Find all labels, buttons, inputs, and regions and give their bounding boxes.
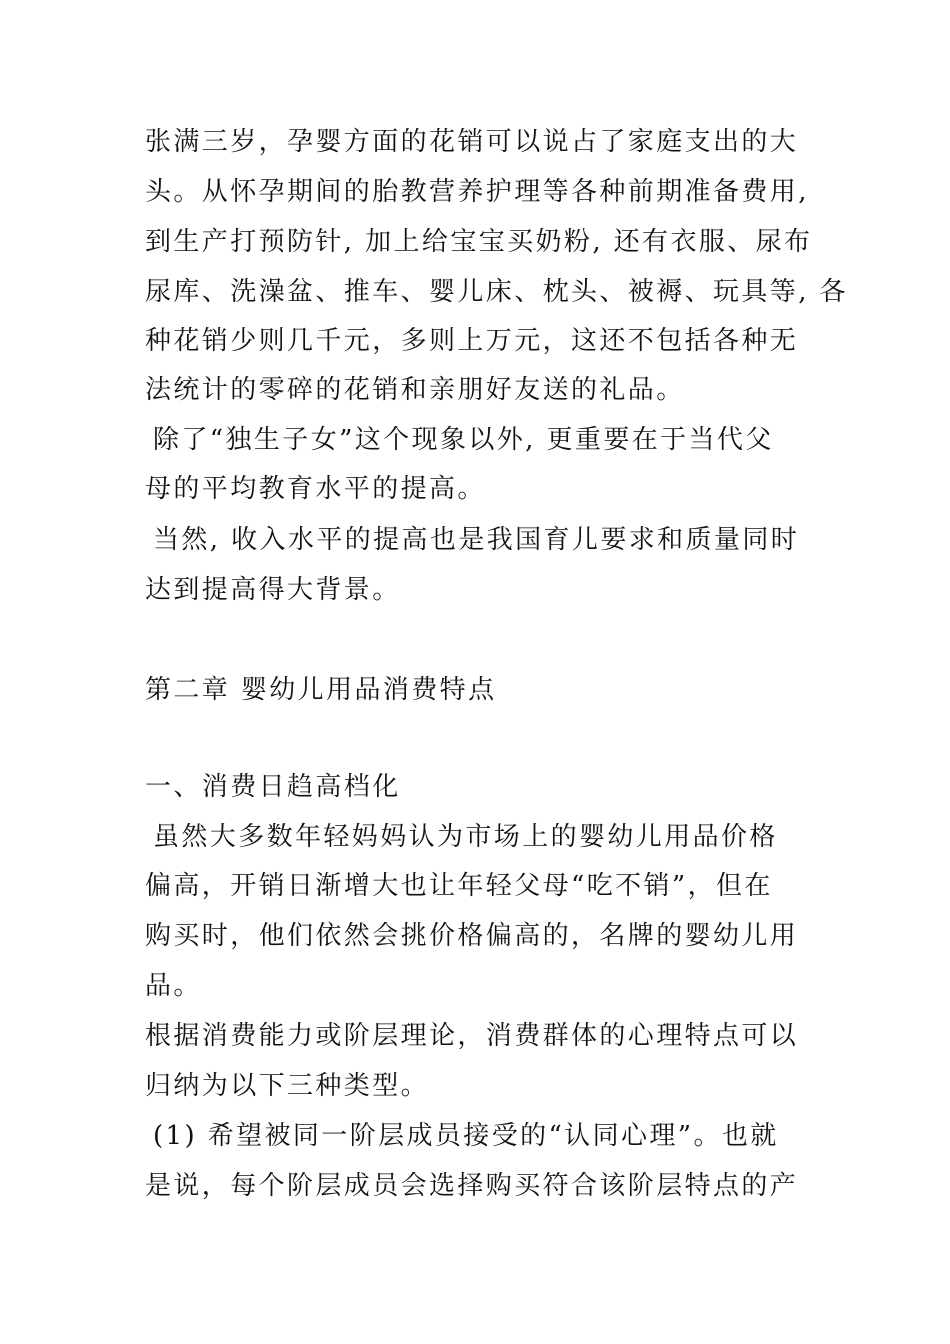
paragraph-line: 品。 [145, 971, 202, 1001]
chapter-heading: 第二章 婴幼儿用品消费特点 [145, 675, 497, 705]
paragraph-line: 头。从怀孕期间的胎教营养护理等各种前期准备费用, [145, 177, 809, 207]
paragraph-line: 种花销少则几千元，多则上万元，这还不包括各种无 [145, 326, 799, 356]
paragraph-line: 根据消费能力或阶层理论，消费群体的心理特点可以 [145, 1021, 799, 1051]
paragraph-line: 购买时，他们依然会挑价格偏高的，名牌的婴幼儿用 [145, 921, 799, 951]
paragraph-line: 母的平均教育水平的提高。 [145, 474, 486, 504]
paragraph-line: 虽然大多数年轻妈妈认为市场上的婴幼儿用品价格 [153, 822, 778, 852]
paragraph-line: 除了“独生子女”这个现象以外, 更重要在于当代父 [153, 425, 774, 455]
paragraph-line: 尿库、洗澡盆、推车、婴儿床、枕头、被褥、玩具等, 各 [145, 277, 848, 307]
paragraph-line: 当然, 收入水平的提高也是我国育儿要求和质量同时 [153, 525, 800, 555]
paragraph-line: 达到提高得大背景。 [145, 575, 401, 605]
paragraph-line: 到生产打预防针, 加上给宝宝买奶粉, 还有衣服、尿布 [145, 227, 813, 257]
paragraph-line: (1) 希望被同一阶层成员接受的“认同心理”。也就 [153, 1121, 779, 1151]
paragraph-line: 是说，每个阶层成员会选择购买符合该阶层特点的产 [145, 1171, 799, 1201]
paragraph-line: 归纳为以下三种类型。 [145, 1071, 430, 1101]
paragraph-line: 偏高，开销日渐增大也让年轻父母“吃不销”，但在 [145, 871, 773, 901]
section-heading: 一、消费日趋高档化 [145, 772, 401, 802]
paragraph-line: 法统计的零碎的花销和亲朋好友送的礼品。 [145, 375, 685, 405]
paragraph-line: 张满三岁，孕婴方面的花销可以说占了家庭支出的大 [145, 127, 799, 157]
